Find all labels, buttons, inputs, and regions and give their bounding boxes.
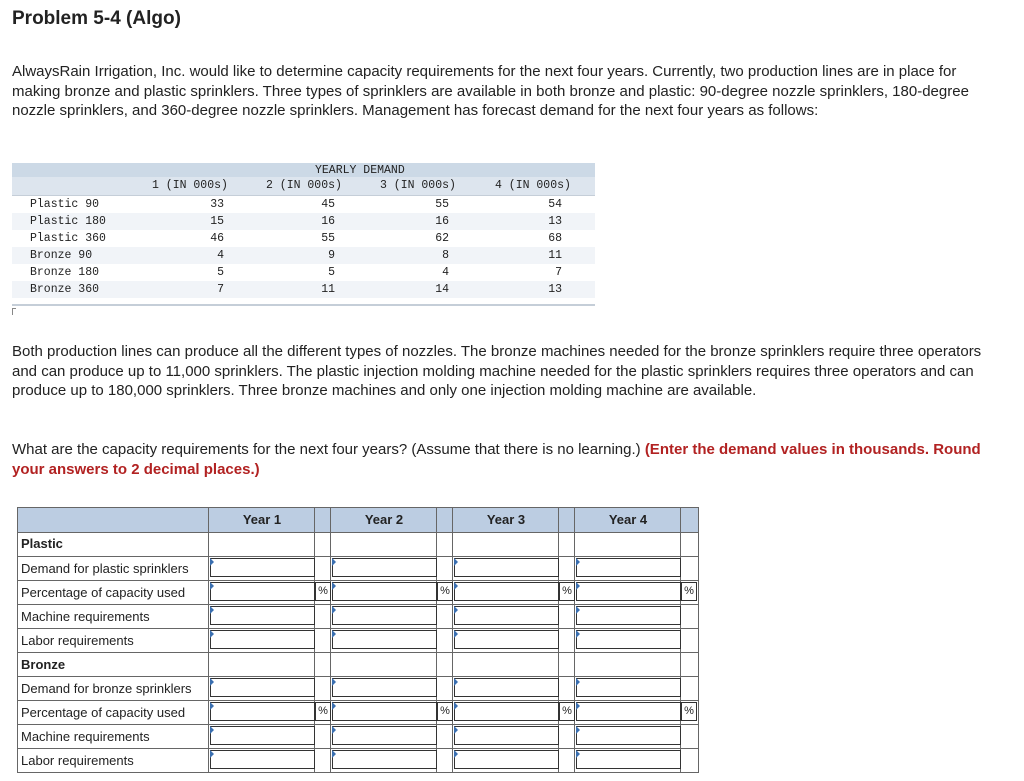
bronze-labor-year1-input[interactable] [210,750,315,769]
bronze-demand-row [208,676,698,700]
demand-row [12,213,595,230]
demand-cell: 16 [321,215,335,228]
plastic-demand-year2-input[interactable] [332,558,437,577]
plastic-machine-year2-input[interactable] [332,606,437,625]
row-label: Labor requirements [18,748,208,771]
percent-sign: % [315,582,331,601]
demand-row [12,196,595,213]
question-paragraph [12,440,1007,479]
plastic-labor-year4-input[interactable] [576,630,681,649]
demand-cell: 11 [321,283,335,296]
percent-sign: % [437,582,453,601]
plastic-machine-year3-input[interactable] [454,606,559,625]
percent-sign: % [681,582,697,601]
demand-col-header: 1 (IN 000s) [152,179,228,192]
bronze-machine-year2-input[interactable] [332,726,437,745]
demand-cell: 68 [548,232,562,245]
demand-cell: 55 [435,198,449,211]
bronze-labor-row [208,748,698,772]
demand-row-label: Plastic 90 [30,198,100,211]
constraints-paragraph: Both production lines can produce all the different types of nozzles. The bronze machines needed for the bronze sprinklers require three operators and can produce up to 11,000 sprinklers. The plastic injection molding machine needed for the plastic sprinklers requires three operators and can produce up to 180,000 sprinklers. Three bronze machines and only one injection molding machine are available. [12,343,982,399]
bronze-machine-year4-input[interactable] [576,726,681,745]
year-header: Year 4 [574,508,681,532]
plastic-machine-row [208,604,698,628]
bronze-machine-year3-input[interactable] [454,726,559,745]
demand-cell: 5 [328,266,335,279]
demand-cell: 15 [210,215,224,228]
scroll-handle[interactable] [12,308,16,315]
plastic-percent-year2-input[interactable] [332,582,437,601]
percent-sign: % [559,582,575,601]
bronze-heading-row [208,652,698,676]
bronze-machine-row [208,724,698,748]
demand-cell: 11 [548,249,562,262]
plastic-section-heading: Plastic [21,536,63,551]
row-label: Machine requirements [18,724,208,747]
yearly-demand-table [12,163,595,306]
demand-cell: 62 [435,232,449,245]
percent-sign: % [559,702,575,721]
demand-col-header: 4 (IN 000s) [495,179,571,192]
demand-row-label: Bronze 180 [30,266,100,279]
bronze-percent-year2-input[interactable] [332,702,437,721]
question-text: What are the capacity requirements for the next four years? (Assume that there is no learning.) [12,441,645,458]
demand-cell: 7 [217,283,224,296]
demand-cell: 13 [548,215,562,228]
demand-cell: 4 [442,266,449,279]
demand-cell: 13 [548,283,562,296]
row-label: Machine requirements [18,604,208,627]
bronze-percent-year1-input[interactable] [210,702,315,721]
demand-row [12,247,595,264]
bronze-labor-year2-input[interactable] [332,750,437,769]
plastic-labor-year1-input[interactable] [210,630,315,649]
plastic-demand-year1-input[interactable] [210,558,315,577]
year-header: Year 3 [452,508,559,532]
demand-cell: 8 [442,249,449,262]
plastic-demand-year4-input[interactable] [576,558,681,577]
year-header: Year 1 [208,508,315,532]
percent-sign: % [681,702,697,721]
demand-row-label: Bronze 360 [30,283,100,296]
plastic-labor-year2-input[interactable] [332,630,437,649]
demand-col-header: 2 (IN 000s) [266,179,342,192]
bronze-section-heading: Bronze [18,652,208,675]
row-label: Demand for plastic sprinklers [18,556,208,579]
row-label: Demand for bronze sprinklers [18,676,208,699]
demand-cell: 46 [210,232,224,245]
demand-cell: 45 [321,198,335,211]
bronze-demand-year1-input[interactable] [210,678,315,697]
answer-table-header [18,508,698,533]
bronze-percent-year3-input[interactable] [454,702,559,721]
bronze-percentage-row [208,700,698,724]
bronze-demand-year4-input[interactable] [576,678,681,697]
demand-cell: 16 [435,215,449,228]
demand-row-label: Bronze 90 [30,249,93,262]
demand-cell: 9 [328,249,335,262]
demand-cell: 55 [321,232,335,245]
bronze-demand-year2-input[interactable] [332,678,437,697]
demand-cell: 54 [548,198,562,211]
plastic-percent-year3-input[interactable] [454,582,559,601]
instruction-text: (Enter the demand values in thousands. Round your answers to 2 decimal places.) [12,441,981,478]
percent-sign: % [315,702,331,721]
demand-row [12,230,595,247]
bronze-demand-year3-input[interactable] [454,678,559,697]
bronze-machine-year1-input[interactable] [210,726,315,745]
year-header: Year 2 [330,508,437,532]
problem-title: Problem 5-4 (Algo) [12,8,181,29]
plastic-machine-year1-input[interactable] [210,606,315,625]
row-label: Labor requirements [18,628,208,651]
bronze-labor-year4-input[interactable] [576,750,681,769]
demand-cell: 5 [217,266,224,279]
bronze-labor-year3-input[interactable] [454,750,559,769]
demand-col-header: 3 (IN 000s) [380,179,456,192]
percent-sign: % [437,702,453,721]
demand-cell: 7 [555,266,562,279]
plastic-demand-row [208,556,698,580]
demand-cell: 4 [217,249,224,262]
bronze-percent-year4-input[interactable] [576,702,681,721]
demand-super-header: YEARLY DEMAND [315,164,405,177]
table-bottom-divider [12,298,595,306]
intro-paragraph: AlwaysRain Irrigation, Inc. would like to determine capacity requirements for the next four years. Currently, two production lines are in place for making bronze and plastic sprinklers. Three types of sprinklers are available in both bronze and plastic: 90-degree nozzle sprinklers, 180-degree nozzle sprinklers, and 360-degree nozzle sprinklers. Management has forecast demand for the next four years as follows: [12,63,969,119]
plastic-percentage-row [208,580,698,604]
plastic-percent-year4-input[interactable] [576,582,681,601]
plastic-labor-year3-input[interactable] [454,630,559,649]
plastic-labor-row [208,628,698,652]
demand-row [12,281,595,298]
demand-row-label: Plastic 360 [30,232,106,245]
plastic-demand-year3-input[interactable] [454,558,559,577]
plastic-machine-year4-input[interactable] [576,606,681,625]
demand-row [12,264,595,281]
plastic-percent-year1-input[interactable] [210,582,315,601]
answer-table [17,507,699,773]
demand-row-label: Plastic 180 [30,215,106,228]
row-label: Percentage of capacity used [18,580,208,603]
demand-cell: 33 [210,198,224,211]
row-label: Percentage of capacity used [18,700,208,723]
demand-cell: 14 [435,283,449,296]
